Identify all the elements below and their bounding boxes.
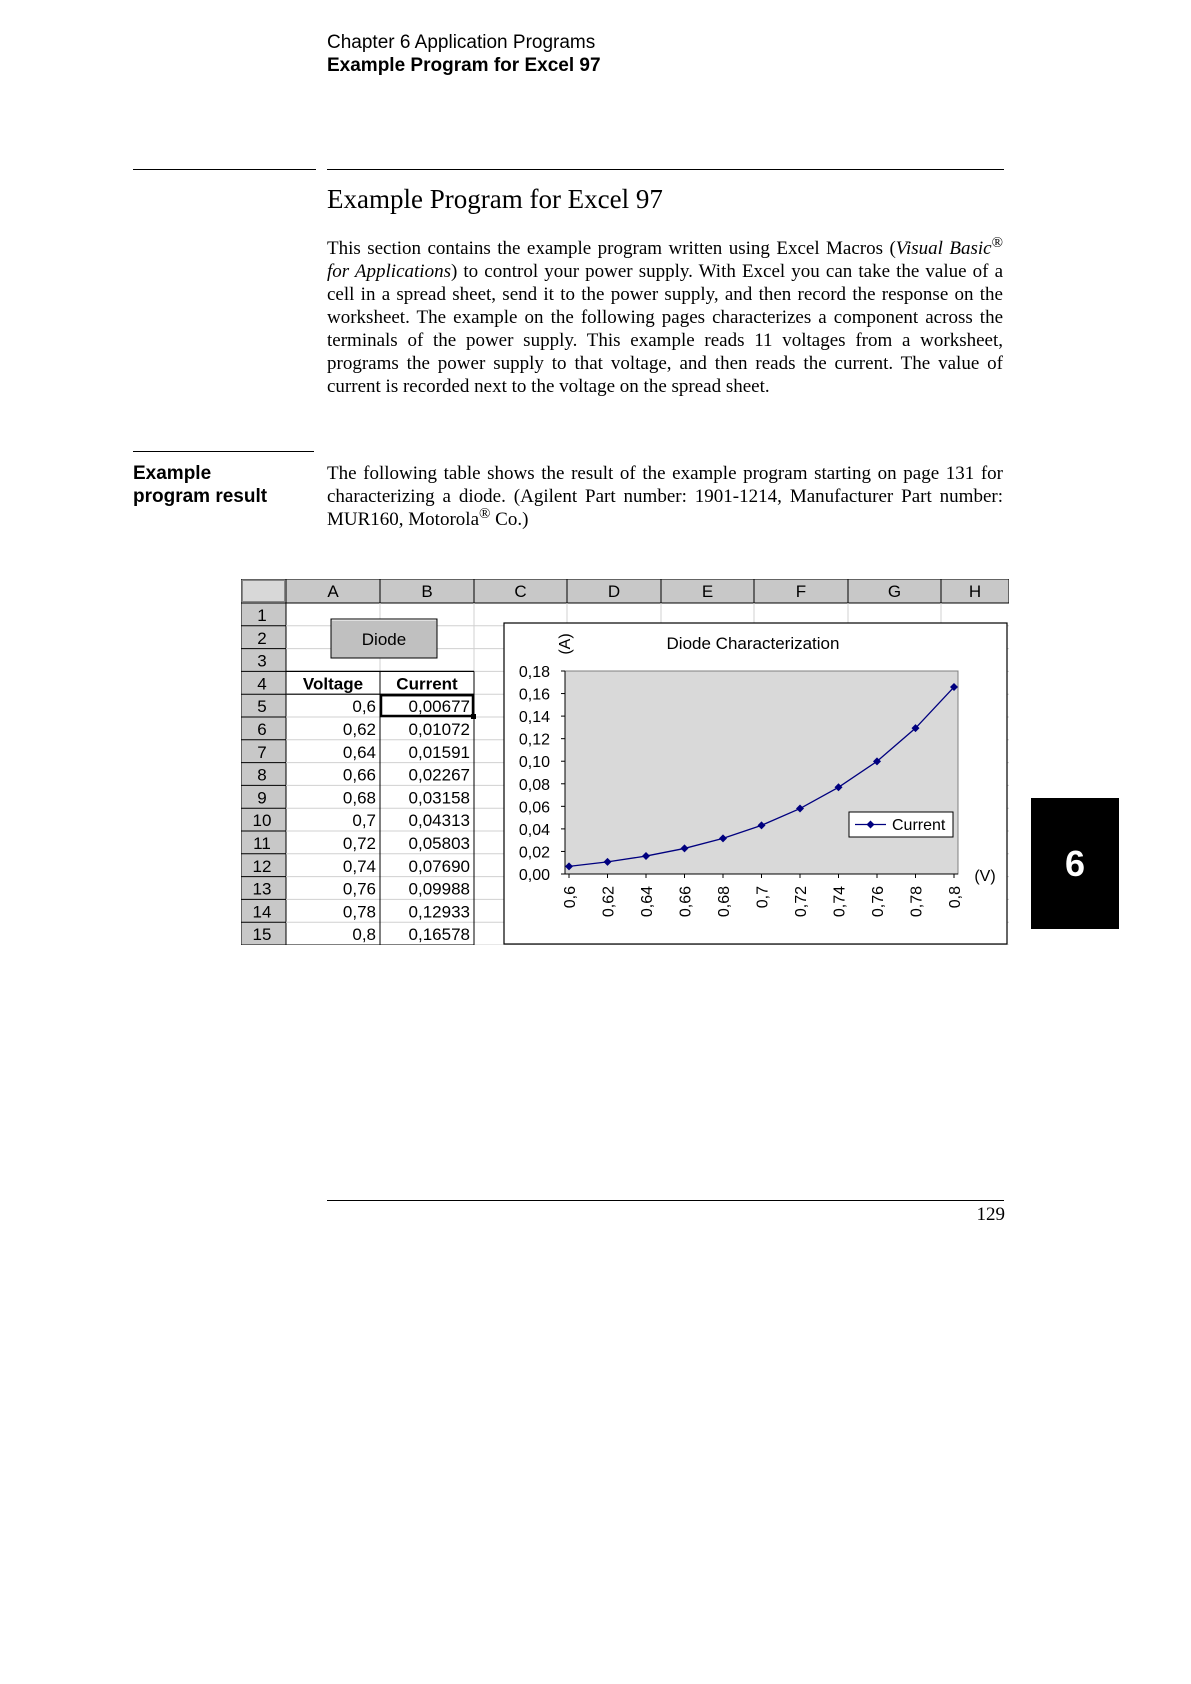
voltage-cell[interactable]: 0,76 — [342, 879, 376, 899]
side-heading-rule — [133, 451, 314, 452]
column-header-H[interactable]: H — [968, 582, 982, 601]
y-tick-label: 0,00 — [518, 867, 550, 884]
y-tick-label: 0,10 — [518, 754, 550, 772]
row-header-9[interactable]: 9 — [257, 788, 267, 808]
result-text-start: The following table shows the result of the example program starting on page 131 for characterizing a diode. (Agilent Part number: 1901-1214, Manufacturer Part number: MUR160, Motorola — [327, 463, 1003, 530]
current-cell[interactable]: 0,00677 — [408, 697, 470, 717]
voltage-cell[interactable]: 0,6 — [352, 697, 376, 717]
side-heading: Example program result — [133, 463, 268, 507]
chart-title: Diode Characterization — [666, 634, 840, 653]
current-cell[interactable]: 0,09988 — [408, 879, 470, 899]
y-tick-label: 0,08 — [518, 776, 550, 794]
row-header-6[interactable]: 6 — [257, 720, 267, 739]
x-tick-label: 0,76 — [870, 886, 887, 918]
intro-text-start: This section contains the example program written using Excel Macros ( — [327, 238, 896, 259]
excel-screenshot — [241, 579, 1009, 945]
x-tick-label: 0,72 — [793, 886, 810, 918]
current-cell[interactable]: 0,05803 — [408, 834, 470, 853]
row-header-12[interactable]: 12 — [252, 856, 272, 876]
current-cell[interactable]: 0,16578 — [408, 925, 470, 945]
column-header-C[interactable]: C — [514, 582, 527, 601]
row-header-2[interactable]: 2 — [257, 628, 267, 648]
column-header-E[interactable]: E — [701, 582, 714, 601]
current-header[interactable]: Current — [396, 674, 458, 694]
row-header-13[interactable]: 13 — [252, 879, 272, 899]
row-header-10[interactable]: 10 — [252, 811, 272, 831]
column-header-A[interactable]: A — [327, 582, 339, 601]
current-cell[interactable]: 0,07690 — [408, 856, 470, 876]
intro-paragraph — [327, 237, 1003, 398]
row-header-15[interactable]: 15 — [252, 925, 272, 945]
voltage-cell[interactable]: 0,62 — [342, 720, 376, 739]
for-applications-term: for Applications — [327, 261, 451, 282]
section-rule — [327, 169, 1004, 170]
column-header-B[interactable]: B — [421, 582, 433, 601]
voltage-cell[interactable]: 0,64 — [342, 742, 376, 762]
row-header-1[interactable]: 1 — [257, 606, 267, 625]
legend-label: Current — [892, 817, 946, 834]
x-axis-label: (V) — [974, 868, 996, 885]
x-tick-label: 0,6 — [562, 886, 579, 909]
chapter-tab: 6 — [1031, 798, 1119, 929]
current-cell[interactable]: 0,04313 — [408, 811, 470, 831]
y-tick-label: 0,16 — [518, 686, 550, 704]
y-tick-label: 0,14 — [518, 709, 550, 727]
y-tick-label: 0,06 — [518, 799, 550, 817]
row-header-4[interactable]: 4 — [257, 674, 267, 694]
result-text-end: Co.) — [490, 509, 529, 530]
voltage-cell[interactable]: 0,8 — [352, 925, 376, 945]
row-header-5[interactable]: 5 — [257, 697, 267, 717]
fill-handle[interactable] — [471, 714, 476, 719]
registered-mark: ® — [479, 506, 491, 522]
x-tick-label: 0,7 — [754, 886, 772, 909]
footer-rule — [327, 1200, 1004, 1201]
voltage-cell[interactable]: 0,7 — [352, 811, 376, 831]
current-cell[interactable]: 0,03158 — [408, 788, 470, 808]
x-tick-label: 0,8 — [947, 886, 964, 909]
x-tick-label: 0,78 — [908, 886, 926, 918]
x-tick-label: 0,74 — [831, 886, 849, 918]
column-header-D[interactable]: D — [607, 582, 621, 601]
current-cell[interactable]: 0,01072 — [408, 720, 470, 739]
row-header-11[interactable]: 11 — [253, 834, 271, 853]
row-header-3[interactable]: 3 — [257, 651, 267, 671]
current-cell[interactable]: 0,02267 — [408, 765, 470, 785]
y-axis-label: (A) — [557, 633, 574, 655]
side-rule — [133, 169, 316, 170]
x-tick-label: 0,62 — [600, 886, 618, 918]
y-tick-label: 0,04 — [518, 821, 550, 839]
voltage-cell[interactable]: 0,68 — [342, 788, 376, 808]
y-tick-label: 0,18 — [518, 664, 550, 681]
voltage-cell[interactable]: 0,74 — [342, 856, 376, 876]
row-header-7[interactable]: 7 — [257, 742, 267, 762]
plot-area — [565, 671, 958, 874]
page-number: 129 — [976, 1204, 1005, 1225]
running-header-chapter: Chapter 6 Application Programs — [327, 32, 596, 53]
voltage-header[interactable]: Voltage — [302, 674, 364, 694]
registered-mark: ® — [991, 235, 1004, 251]
result-paragraph — [327, 462, 1003, 531]
visual-basic-term: Visual Basic — [895, 238, 992, 259]
row-header-14[interactable]: 14 — [252, 902, 272, 922]
column-header-F[interactable]: F — [795, 582, 807, 601]
intro-text-end: ) to control your power supply. With Excel you can take the value of a cell in a spread sheet, send it to the power supply, and then record the response on the worksheet. The example on the following pages characterizes a component across the terminals of the power supply. This example reads 11 voltages from a worksheet, programs the power supply to that voltage, and then reads the current. The value of current is recorded next to the voltage on the spread sheet. — [327, 261, 1003, 397]
diode-button-label: Diode — [361, 630, 407, 649]
voltage-cell[interactable]: 0,78 — [342, 902, 376, 922]
running-header-section: Example Program for Excel 97 — [327, 55, 601, 76]
diode-chart — [504, 623, 1007, 944]
voltage-cell[interactable]: 0,72 — [342, 834, 376, 853]
x-tick-label: 0,66 — [677, 886, 695, 918]
x-tick-label: 0,68 — [716, 886, 733, 918]
column-header-G[interactable]: G — [887, 582, 902, 601]
y-tick-label: 0,12 — [518, 731, 550, 749]
current-cell[interactable]: 0,01591 — [408, 742, 470, 762]
x-tick-label: 0,64 — [639, 886, 656, 918]
y-tick-label: 0,02 — [518, 844, 550, 862]
voltage-cell[interactable]: 0,66 — [342, 765, 376, 785]
current-cell[interactable]: 0,12933 — [408, 902, 470, 922]
section-title: Example Program for Excel 97 — [327, 184, 663, 214]
select-all-corner[interactable] — [243, 581, 285, 602]
row-header-8[interactable]: 8 — [257, 765, 267, 785]
